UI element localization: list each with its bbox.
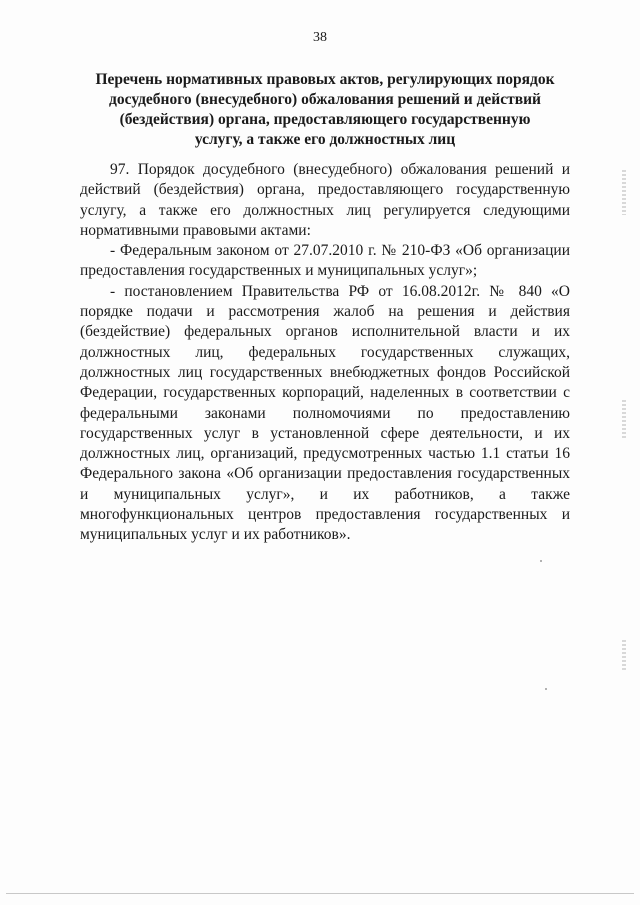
- title-line: (бездействия) органа, предоставляющего государственную: [119, 111, 531, 128]
- scan-edge-mark: [622, 640, 626, 670]
- scan-speck: [540, 560, 542, 562]
- document-title: [80, 70, 570, 150]
- scan-edge-mark: [622, 400, 626, 440]
- scan-edge-mark: [622, 170, 626, 215]
- title-line: Перечень нормативных правовых актов, регулирующих порядок: [95, 71, 555, 88]
- paragraph-97-intro: 97. Порядок досудебного (внесудебного) обжалования решений и действий (бездействия) органа, предоставляющего государственную услугу, а также его должностных лиц регулируется следующими нормативными правовыми актами:: [80, 161, 570, 239]
- scan-bottom-edge: [6, 893, 634, 894]
- title-line: услугу, а также его должностных лиц: [194, 131, 456, 148]
- document-body: [80, 160, 570, 546]
- paragraph-government-resolution: - постановлением Правительства РФ от 16.08.2012г. № 840 «О порядке подачи и рассмотрения жалоб на решения и действия (бездействие) федеральных органов исполнительной власти и их должностных лиц, федеральных государственных служащих, должностных лиц государственных внебюджетных фондов Российской Федерации, государственных корпораций, наделенных в соответствии с федеральными законами полномочиями по предоставлению государственных услуг в установленной сфере деятельности, и их должностных лиц, организаций, предусмотренных частью 1.1 статьи 16 Федерального закона «Об организации предоставления государственных и муниципальных услуг», и их работников, а также многофункциональных центров предоставления государственных и муниципальных услуг и их работников».: [80, 282, 570, 544]
- paragraph-federal-law: - Федеральным законом от 27.07.2010 г. № 210-ФЗ «Об организации предоставления государственных и муниципальных услуг»;: [80, 242, 570, 280]
- title-line: досудебного (внесудебного) обжалования решений и действий: [109, 91, 541, 108]
- page-number: 38: [313, 30, 327, 45]
- scan-speck: [545, 688, 547, 690]
